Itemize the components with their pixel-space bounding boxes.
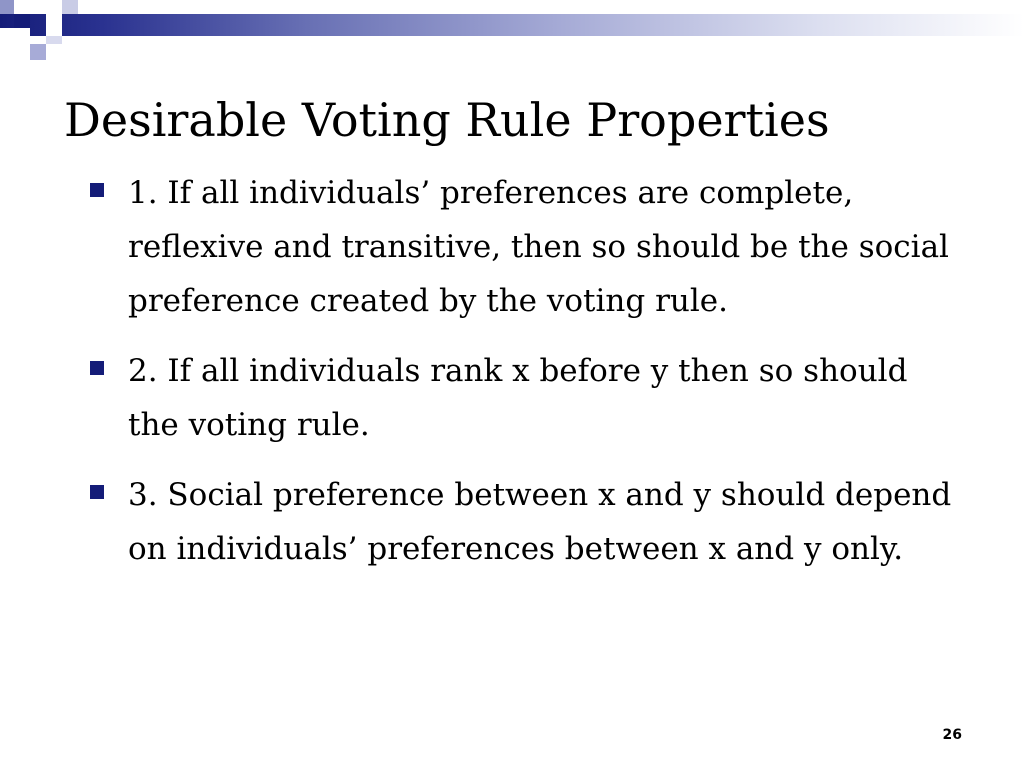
header-square [0, 28, 14, 44]
bullet-item [88, 468, 968, 576]
header-square [30, 44, 46, 60]
header-square [46, 36, 62, 44]
bullet-text: 1. If all individuals’ preferences are complete, reflexive and transitive, then so should be the social preference created by the voting rule. [128, 175, 949, 319]
square-bullet-icon [90, 485, 104, 499]
bullet-text: 3. Social preference between x and y should depend on individuals’ preferences between x and y only. [128, 477, 952, 567]
header-square [62, 0, 78, 14]
bullet-list [88, 166, 968, 592]
bullet-item [88, 344, 968, 452]
square-bullet-icon [90, 361, 104, 375]
header-square [30, 0, 46, 14]
bullet-item [88, 166, 968, 328]
header-square [46, 14, 62, 36]
page-number: 26 [942, 727, 962, 743]
header-square [14, 14, 30, 28]
header-square [0, 0, 14, 14]
slide-title: Desirable Voting Rule Properties [64, 93, 830, 147]
header-gradient-band [0, 14, 1024, 36]
bullet-text: 2. If all individuals rank x before y then so should the voting rule. [128, 353, 908, 443]
header-square [14, 28, 30, 44]
square-bullet-icon [90, 183, 104, 197]
